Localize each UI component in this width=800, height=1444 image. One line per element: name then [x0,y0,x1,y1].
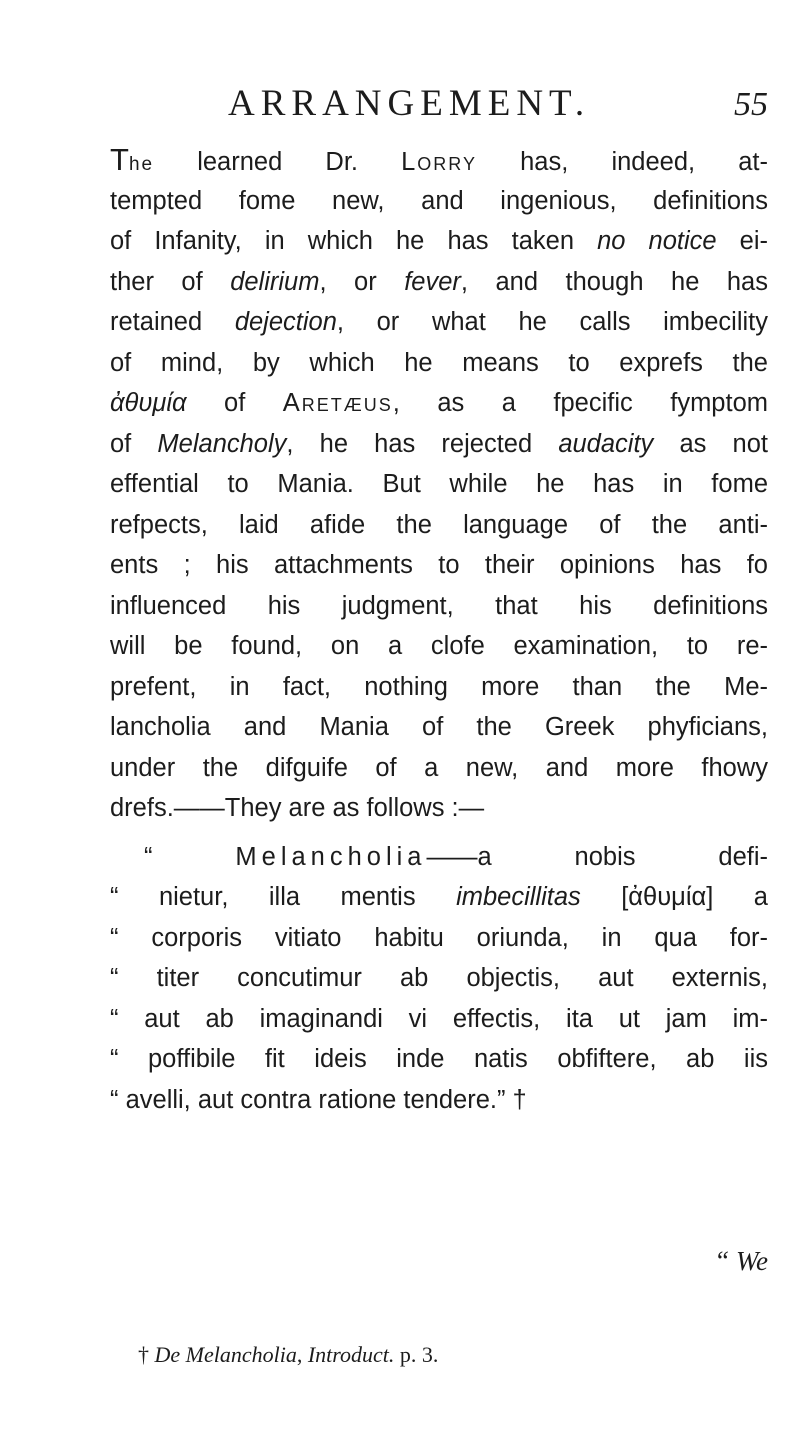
latin-quotation [110,837,768,1121]
running-head-title: ARRANGEMENT. [228,83,591,124]
text-line: of Infanity, in which he has taken no notice ei- [110,227,768,255]
text-line: ther of delirium, or fever, and though he has [110,267,768,296]
quote-line: “ nietur, illa mentis imbecillitas [ἀθυμία] a [110,883,768,911]
quote-line: “ aut ab imaginandi vi effectis, ita ut jam im- [110,1004,768,1033]
body-paragraph [110,140,768,1120]
text-line: will be found, on a clofe examination, to re- [110,632,768,660]
quote-line: “ avelli, aut contra ratione tendere.” † [110,1085,527,1114]
text-line: prefent, in fact, nothing more than the Me- [110,672,768,701]
footnote-page: p. 3. [394,1342,439,1367]
text-line: drefs.——They are as follows :— [110,794,485,822]
quote-line: “ corporis vitiato habitu oriunda, in qua for- [110,923,768,952]
running-head [228,82,768,132]
text-line: retained dejection, or what he calls imbecility [110,308,768,336]
text-line: of Melancholy, he has rejected audacity as not [110,429,768,458]
page-number: 55 [734,86,768,123]
text-line: The learned Dr. Lorry has, indeed, at- [110,142,768,177]
footnote-section: Introduct. [307,1342,395,1367]
text-line: tempted fome new, and ingenious, definitions [110,186,768,215]
text-line: influenced his judgment, that his definitions [110,591,768,620]
footnote-title: De Melancholia [154,1342,297,1367]
quote-line: “ Melancholia——a nobis defi- [144,842,768,871]
footnote: † De Melancholia, Introduct. p. 3. [138,1342,439,1367]
text-line: of mind, by which he means to exprefs the [110,348,768,377]
quote-line: “ titer concutimur ab objectis, aut externis, [110,964,768,992]
text-line: effential to Mania. But while he has in fome [110,470,768,498]
quote-line: “ poffibile fit ideis inde natis obfiftere, ab iis [110,1045,768,1073]
text-line: ents ; his attachments to their opinions has fo [110,551,768,579]
footnote-mark: † [138,1342,155,1367]
text-line: refpects, laid afide the language of the anti- [110,510,768,539]
text-line: under the difguife of a new, and more fhowy [110,753,768,782]
text-line: lancholia and Mania of the Greek phyficians, [110,713,768,741]
text-line: ἀθυμία of Aretæus, as a fpecific fymptom [110,389,768,417]
catchword: “ We [714,1246,768,1276]
